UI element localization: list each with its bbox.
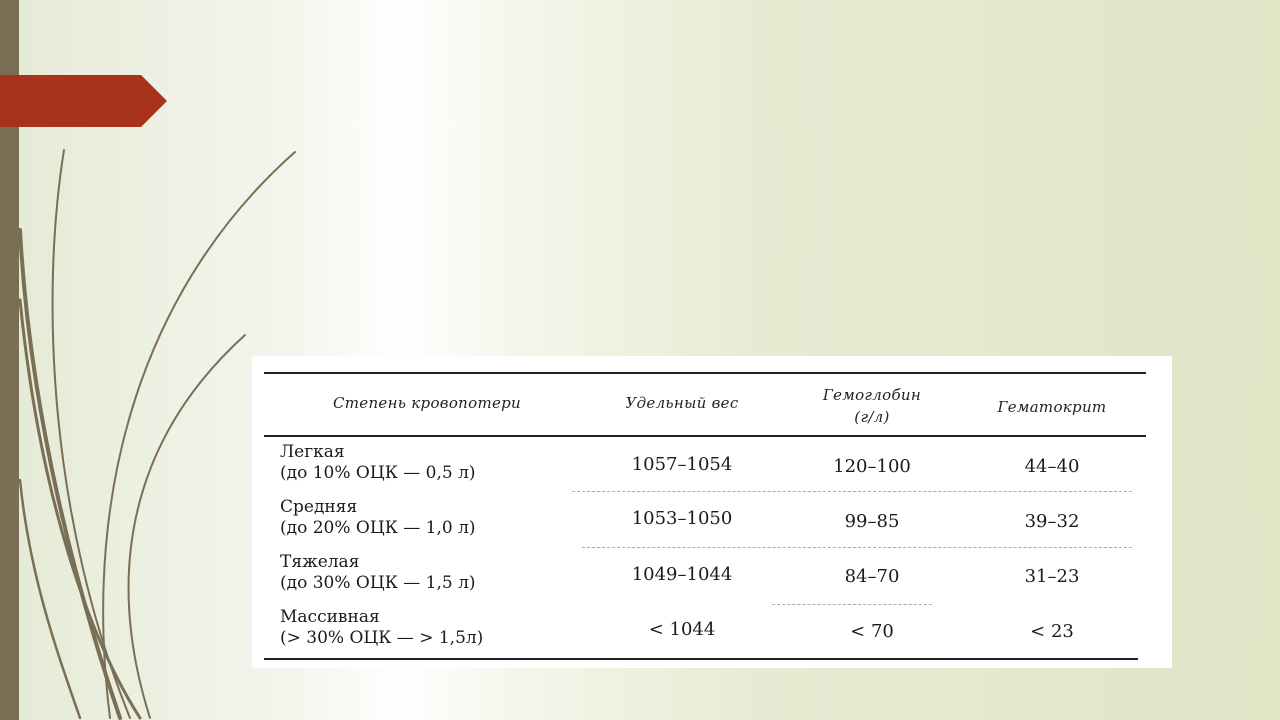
row-name: Средняя: [280, 497, 358, 517]
row-name: Массивная: [280, 607, 380, 627]
hematocrit-value: 31–23: [1024, 566, 1080, 587]
table-top-rule: [264, 372, 1146, 374]
specific-gravity-value: 1053–1050: [631, 508, 733, 529]
row-divider: [572, 491, 1132, 493]
header-degree: Степень кровопотери: [332, 394, 522, 412]
header-hematocrit: Гематокрит: [997, 398, 1107, 416]
hematocrit-value: 39–32: [1024, 511, 1080, 532]
row-name: Тяжелая: [280, 552, 360, 572]
specific-gravity-value: 1049–1044: [631, 564, 733, 585]
hematocrit-value: 44–40: [1024, 456, 1080, 477]
hematocrit-value: < 23: [1030, 621, 1074, 642]
header-specific-gravity: Удельный вес: [625, 394, 739, 412]
row-detail: (> 30% ОЦК — > 1,5л): [280, 628, 484, 648]
hemoglobin-value: 99–85: [844, 511, 900, 532]
table-bottom-rule: [264, 658, 1138, 660]
hemoglobin-value: 120–100: [833, 456, 911, 477]
row-detail: (до 30% ОЦК — 1,5 л): [280, 573, 476, 593]
header-hemoglobin: Гемоглобин: [822, 386, 922, 404]
row-label: [280, 442, 476, 484]
hemoglobin-value: < 70: [850, 621, 894, 642]
hemoglobin-value: 84–70: [844, 566, 900, 587]
row-divider: [582, 547, 1132, 549]
row-label: [280, 552, 476, 594]
row-divider: [772, 604, 932, 606]
row-detail: (до 20% ОЦК — 1,0 л): [280, 518, 476, 538]
specific-gravity-value: < 1044: [648, 619, 716, 640]
row-label: [280, 607, 483, 649]
row-label: [280, 497, 476, 539]
row-detail: (до 10% ОЦК — 0,5 л): [280, 463, 476, 483]
table-header-rule: [264, 435, 1146, 437]
header-hemoglobin-unit: (г/л): [854, 408, 890, 426]
blood-loss-table: [252, 356, 1172, 668]
row-name: Легкая: [280, 442, 345, 462]
specific-gravity-value: 1057–1054: [631, 454, 733, 475]
